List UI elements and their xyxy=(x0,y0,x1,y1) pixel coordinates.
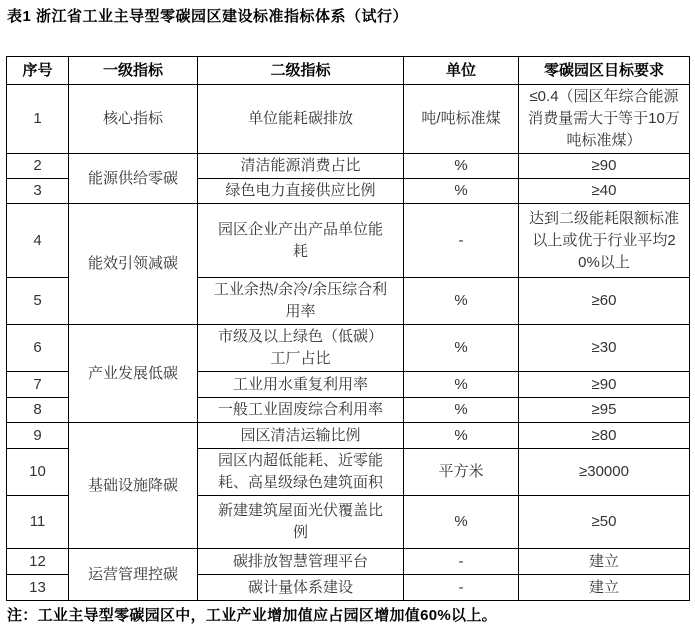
cell-unit: - xyxy=(404,204,519,278)
cell-unit: % xyxy=(404,154,519,179)
cell-level2-indicator: 绿色电力直接供应比例 xyxy=(198,179,404,204)
cell-seq: 10 xyxy=(7,449,69,496)
cell-level2-indicator: 碳排放智慧管理平台 xyxy=(198,549,404,575)
cell-seq: 3 xyxy=(7,179,69,204)
cell-unit: % xyxy=(404,372,519,398)
cell-target: 达到二级能耗限额标准以上或优于行业平均20%以上 xyxy=(519,204,690,278)
cell-level1-group: 基础设施降碳 xyxy=(69,423,198,549)
cell-seq: 1 xyxy=(7,85,69,154)
cell-target: ≥30 xyxy=(519,325,690,372)
cell-unit: 平方米 xyxy=(404,449,519,496)
cell-seq: 9 xyxy=(7,423,69,449)
cell-unit: 吨/吨标准煤 xyxy=(404,85,519,154)
cell-seq: 5 xyxy=(7,278,69,325)
table-row xyxy=(7,325,690,372)
cell-level2-indicator: 碳计量体系建设 xyxy=(198,575,404,601)
cell-level2-indicator: 园区内超低能耗、近零能耗、高星级绿色建筑面积 xyxy=(198,449,404,496)
cell-seq: 2 xyxy=(7,154,69,179)
cell-unit: - xyxy=(404,575,519,601)
table-row xyxy=(7,423,690,449)
cell-level2-indicator: 清洁能源消费占比 xyxy=(198,154,404,179)
col-header-level2: 二级指标 xyxy=(198,57,404,85)
cell-target: 建立 xyxy=(519,575,690,601)
cell-unit: % xyxy=(404,278,519,325)
cell-unit: % xyxy=(404,179,519,204)
cell-target: ≥50 xyxy=(519,496,690,549)
col-header-target: 零碳园区目标要求 xyxy=(519,57,690,85)
cell-seq: 7 xyxy=(7,372,69,398)
cell-level1-group: 核心指标 xyxy=(69,85,198,154)
header-row xyxy=(7,57,690,85)
cell-unit: - xyxy=(404,549,519,575)
cell-level1-group: 产业发展低碳 xyxy=(69,325,198,423)
cell-seq: 13 xyxy=(7,575,69,601)
cell-target: ≥95 xyxy=(519,398,690,423)
cell-seq: 11 xyxy=(7,496,69,549)
table-row xyxy=(7,549,690,575)
cell-target: 建立 xyxy=(519,549,690,575)
col-header-unit: 单位 xyxy=(404,57,519,85)
cell-level1-group: 能源供给零碳 xyxy=(69,154,198,204)
cell-level1-group: 运营管理控碳 xyxy=(69,549,198,601)
cell-level2-indicator: 一般工业固废综合利用率 xyxy=(198,398,404,423)
col-header-level1: 一级指标 xyxy=(69,57,198,85)
cell-unit: % xyxy=(404,325,519,372)
indicator-table xyxy=(6,56,690,601)
cell-level2-indicator: 市级及以上绿色（低碳）工厂占比 xyxy=(198,325,404,372)
cell-level2-indicator: 园区企业产出产品单位能耗 xyxy=(198,204,404,278)
cell-level2-indicator: 单位能耗碳排放 xyxy=(198,85,404,154)
cell-level2-indicator: 园区清洁运输比例 xyxy=(198,423,404,449)
cell-level1-group: 能效引领减碳 xyxy=(69,204,198,325)
cell-target: ≥30000 xyxy=(519,449,690,496)
cell-target: ≥90 xyxy=(519,372,690,398)
cell-target: ≥60 xyxy=(519,278,690,325)
cell-unit: % xyxy=(404,423,519,449)
col-header-seq: 序号 xyxy=(7,57,69,85)
cell-seq: 4 xyxy=(7,204,69,278)
table-row xyxy=(7,85,690,154)
cell-seq: 8 xyxy=(7,398,69,423)
table-footnote: 注：工业主导型零碳园区中，工业产业增加值应占园区增加值60%以上。 xyxy=(7,607,497,624)
cell-level2-indicator: 新建建筑屋面光伏覆盖比例 xyxy=(198,496,404,549)
cell-target: ≤0.4（园区年综合能源消费量需大于等于10万吨标准煤） xyxy=(519,85,690,154)
cell-target: ≥80 xyxy=(519,423,690,449)
cell-seq: 6 xyxy=(7,325,69,372)
cell-target: ≥90 xyxy=(519,154,690,179)
cell-seq: 12 xyxy=(7,549,69,575)
cell-unit: % xyxy=(404,398,519,423)
table-row xyxy=(7,154,690,179)
table-title: 表1 浙江省工业主导型零碳园区建设标准指标体系（试行） xyxy=(7,8,409,25)
cell-target: ≥40 xyxy=(519,179,690,204)
cell-level2-indicator: 工业用水重复利用率 xyxy=(198,372,404,398)
cell-level2-indicator: 工业余热/余冷/余压综合利用率 xyxy=(198,278,404,325)
cell-unit: % xyxy=(404,496,519,549)
table-row xyxy=(7,204,690,278)
